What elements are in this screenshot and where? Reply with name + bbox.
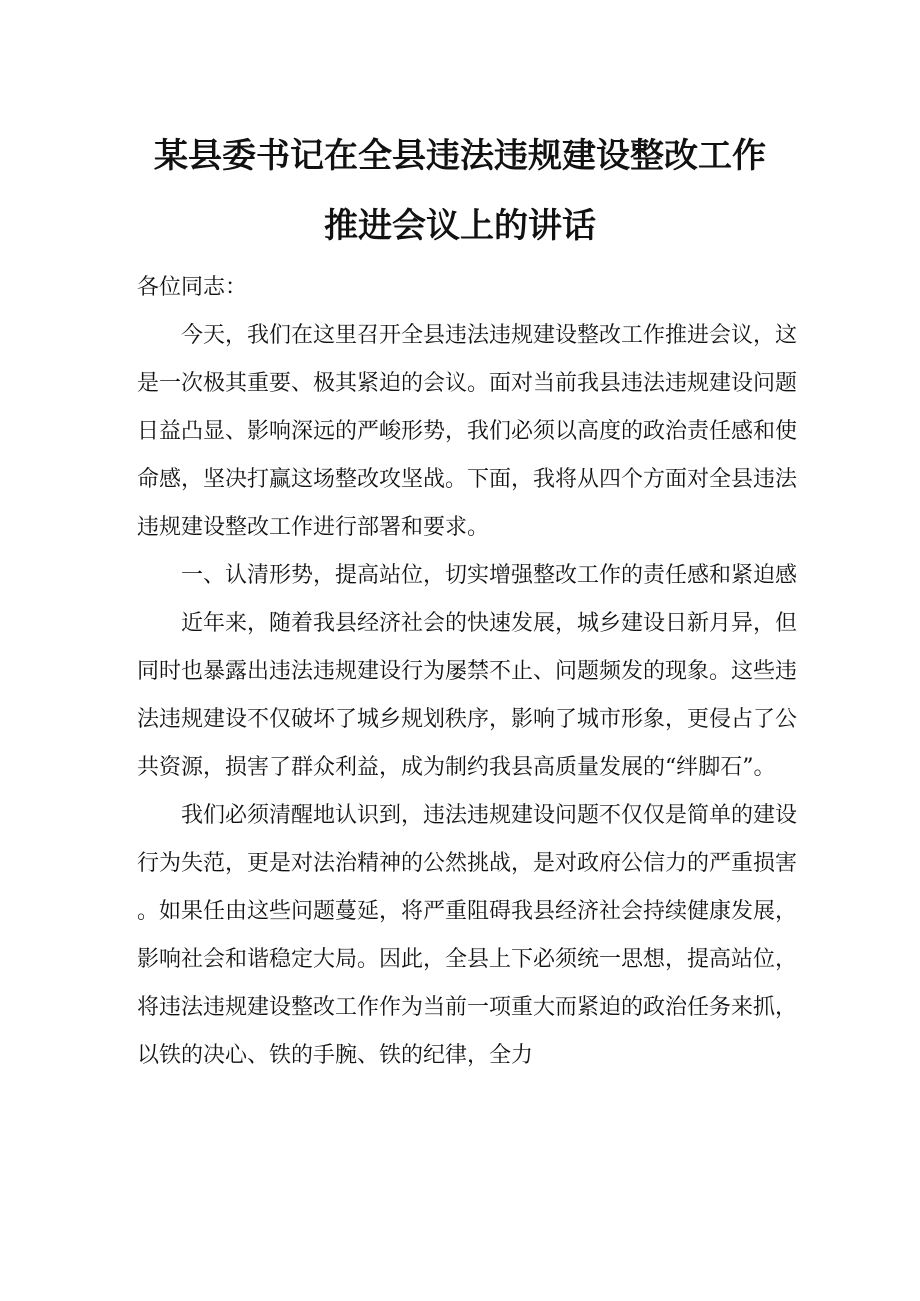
- document-body: [137, 264, 797, 1080]
- section-heading-1: 一、认清形势，提高站位，切实增强整改工作的责任感和紧迫感: [181, 563, 798, 588]
- paragraph-awareness: 我们必须清醒地认识到，违法违规建设问题不仅仅是简单的建设行为失范，更是对法治精神的公然挑战，是对政府公信力的严重损害。如果任由这些问题蔓延，将严重阻碍我县经济社会持续健康发展，影响社会和谐稳定大局。因此，全县上下必须统一思想，提高站位，将违法违规建设整改工作作为当前一项重大而紧迫的政治任务来抓，以铁的决心、铁的手腕、铁的纪律，全力: [137, 803, 798, 1068]
- document-title-line-2: 推进会议上的讲话: [324, 206, 596, 246]
- paragraph-opening: 今天，我们在这里召开全县违法违规建设整改工作推进会议，这是一次极其重要、极其紧迫的会议。面对当前我县违法违规建设问题日益凸显、影响深远的严峻形势，我们必须以高度的政治责任感和使命感，坚决打赢这场整改攻坚战。下面，我将从四个方面对全县违法违规建设整改工作进行部署和要求。: [137, 323, 798, 540]
- paragraph-background: 近年来，随着我县经济社会的快速发展，城乡建设日新月异，但同时也暴露出违法违规建设行为屡禁不止、问题频发的现象。这些违法违规建设不仅破坏了城乡规划秩序，影响了城市形象，更侵占了公共资源，损害了群众利益，成为制约我县高质量发展的“绊脚石”。: [137, 611, 798, 780]
- document-title-line-1: 某县委书记在全县违法违规建设整改工作: [154, 136, 766, 176]
- salutation: 各位同志：: [137, 275, 248, 300]
